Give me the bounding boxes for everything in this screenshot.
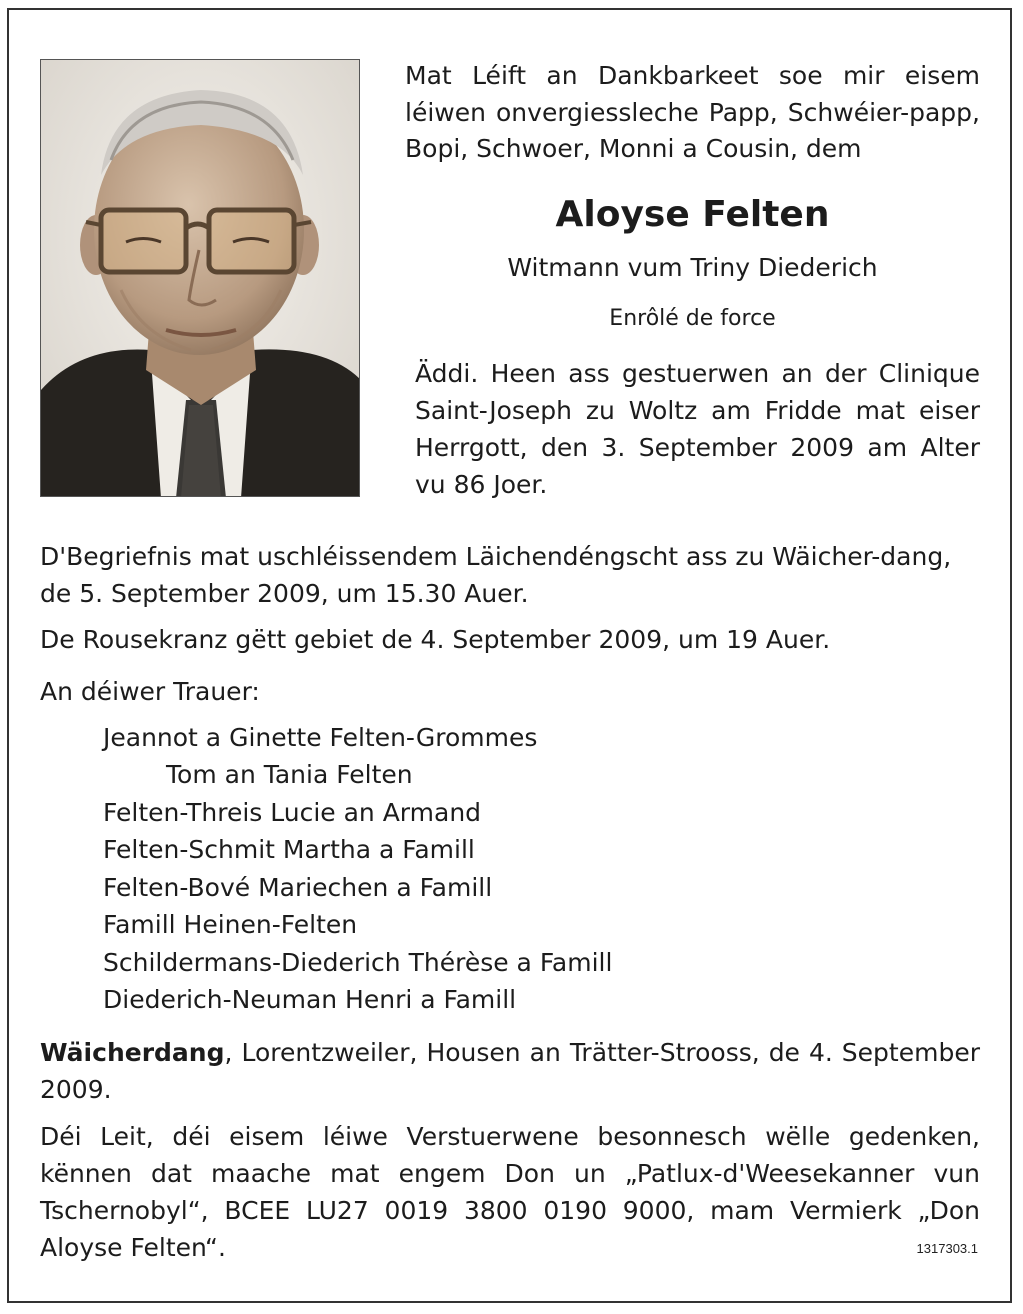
intro-text: Mat Léift an Dankbarkeet soe mir eisem léiwen onvergiesslechе Papp, Schwéier-papp, Bopi, Schwoer, Monni a Cousin, dem	[405, 61, 980, 163]
place-rest: , Lorentzweiler, Housen an Trätter-Strooss, de 4. September 2009.	[40, 1038, 980, 1104]
enrole-line: Enrôlé de force	[609, 306, 776, 331]
mourner-item: Jeannot a Ginette Felten-Grommes	[103, 723, 538, 752]
place-name: Wäicherdang	[40, 1038, 225, 1067]
mourner-item: Felten-Threis Lucie an Armand	[103, 798, 482, 827]
funeral-info: D'Begriefnis mat uschléissendem Läichendéngscht ass zu Wäicher-dang, de 5. September 2009, um 15.30 Auer.	[40, 542, 952, 608]
widower-line: Witmann vum Triny Diederich	[507, 253, 878, 282]
reference-number: 1317303.1	[916, 1241, 978, 1256]
mourner-item: Schildermans-Diederich Thérèse a Famill	[103, 948, 613, 977]
donation-info: Déi Leit, déi eisem léiwe Verstuerwene besonnesch wëlle gedenken, kënnen dat maache mat engem Don un „Patlux-d'Weesekanner vun Tschernobyl“, BCEE LU27 0019 3800 0190 9000, mam Vermierk „Don Aloyse Felten“.	[40, 1122, 980, 1262]
mourner-item: Famill Heinen-Felten	[103, 910, 358, 939]
mourner-item: Tom an Tania Felten	[166, 760, 413, 789]
deceased-name: Aloyse Felten	[555, 194, 830, 235]
portrait-photo	[40, 59, 360, 497]
mourners-title: An déiwer Trauer:	[40, 677, 260, 706]
mourner-item: Felten-Bové Mariechen a Famill	[103, 873, 493, 902]
mourner-item: Felten-Schmit Martha a Famill	[103, 835, 475, 864]
death-announcement: Äddi. Heen ass gestuerwen an der Clinique Saint-Joseph zu Woltz am Fridde mat eiser Herrgott, den 3. September 2009 am Alter vu 86 Joer.	[415, 359, 980, 499]
rosary-info: De Rousekranz gëtt gebiet de 4. September 2009, um 19 Auer.	[40, 625, 831, 654]
mourner-item: Diederich-Neuman Henri a Famill	[103, 985, 517, 1014]
place-date	[40, 1034, 980, 1108]
